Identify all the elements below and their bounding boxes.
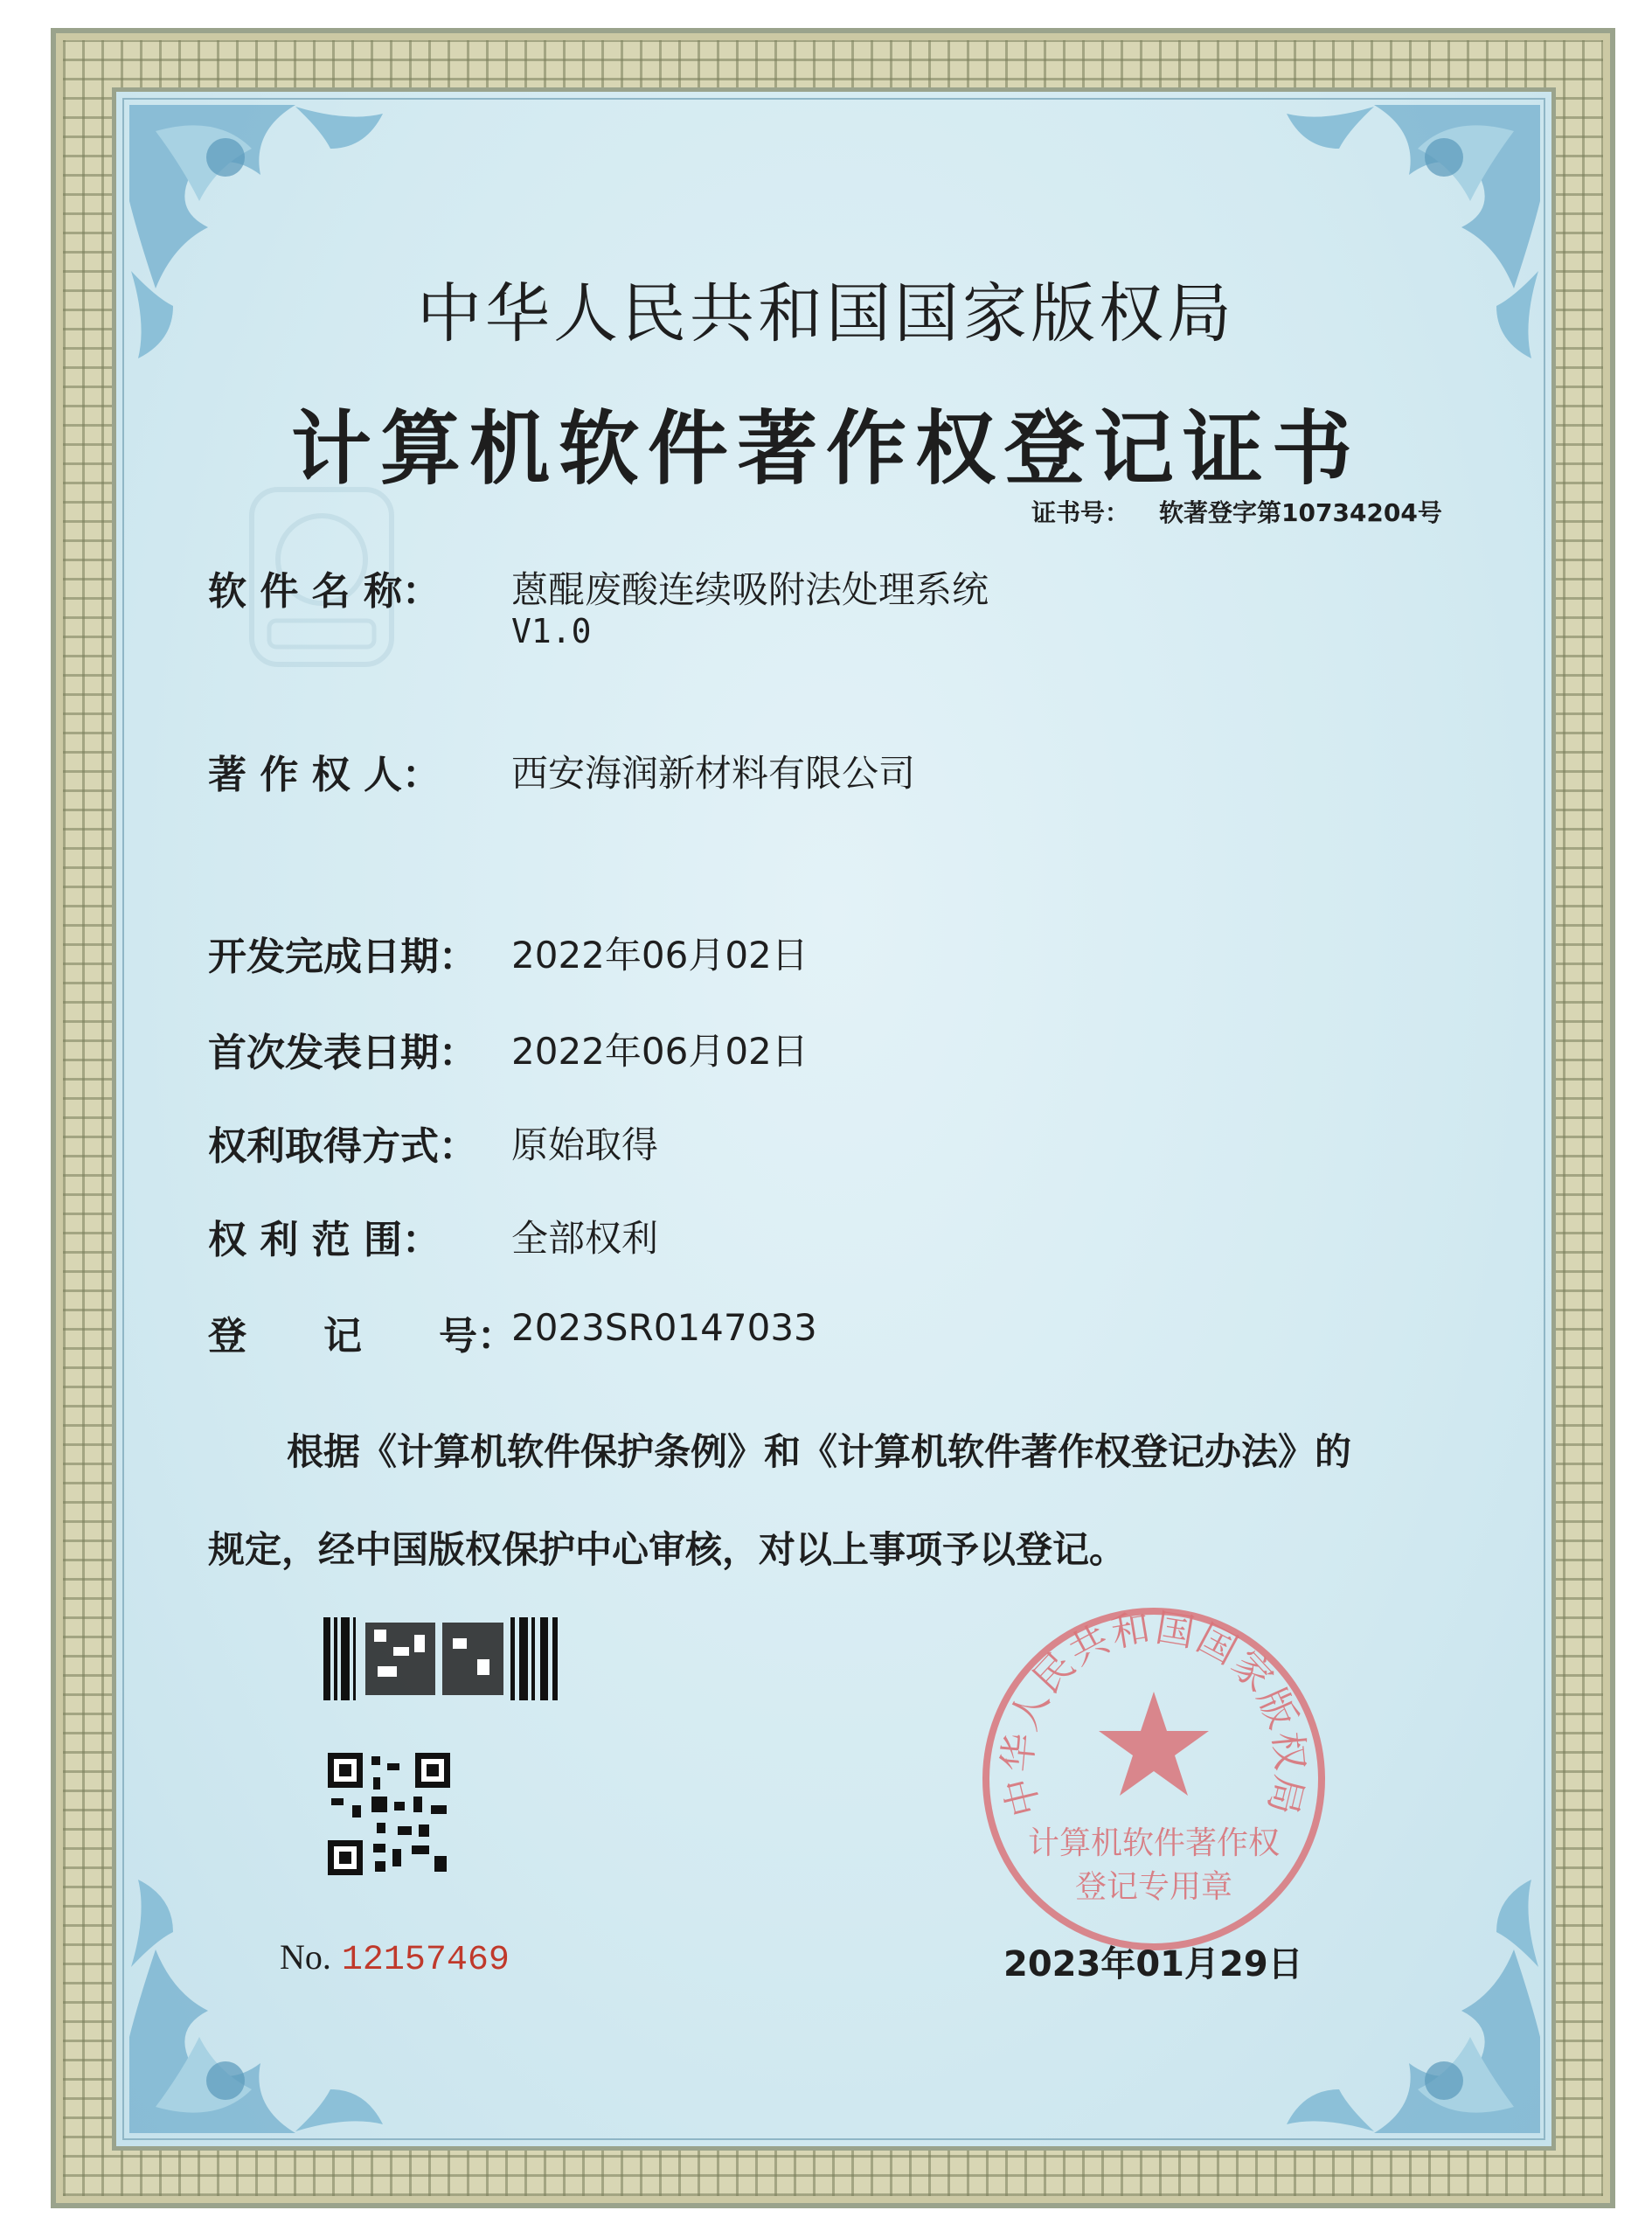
statement-line-1: 根据《计算机软件保护条例》和《计算机软件著作权登记办法》的 bbox=[287, 1430, 1352, 1473]
seal-inner-line-1: 计算机软件著作权 bbox=[1027, 1825, 1281, 1861]
certificate-number-label: 证书号： bbox=[1031, 498, 1130, 527]
serial-value: 12157469 bbox=[341, 1941, 510, 1980]
rights-scope-value: 全部权利 bbox=[511, 1217, 659, 1260]
corner-ornament-icon bbox=[121, 1862, 453, 2142]
issuer-name: 中华人民共和国国家版权局 bbox=[417, 276, 1235, 351]
seal-inner-line-2: 登记专用章 bbox=[1074, 1869, 1233, 1905]
certificate-number bbox=[1031, 494, 1442, 529]
rights-scope-label: 权 利 范 围： bbox=[208, 1218, 441, 1262]
acquisition-method-label: 权利取得方式： bbox=[208, 1124, 477, 1169]
statement-line-2: 规定，经中国版权保护中心审核，对以上事项予以登记。 bbox=[208, 1528, 1127, 1571]
certificate-title: 计算机软件著作权登记证书 bbox=[290, 402, 1361, 496]
development-date-value: 2022年06月02日 bbox=[511, 934, 809, 977]
copyright-owner-label: 著 作 权 人： bbox=[208, 753, 441, 797]
barcode-icon bbox=[323, 1617, 559, 1700]
serial-number bbox=[280, 1936, 510, 1980]
registration-number-label: 登 记 号： bbox=[208, 1314, 516, 1359]
development-date-label: 开发完成日期： bbox=[208, 935, 477, 979]
copyright-owner-value: 西安海润新材料有限公司 bbox=[511, 752, 916, 795]
acquisition-method-value: 原始取得 bbox=[511, 1123, 659, 1166]
software-name-value: 蒽醌废酸连续吸附法处理系统 bbox=[511, 568, 989, 611]
software-version-value: V1.0 bbox=[511, 612, 592, 650]
official-seal bbox=[975, 1600, 1333, 1958]
qr-code-icon bbox=[328, 1753, 450, 1875]
software-name-label: 软 件 名 称： bbox=[208, 569, 441, 614]
svg-text:中华人民共和国国家版权局: 中华人民共和国国家版权局 bbox=[995, 1605, 1313, 1821]
certificate-number-value: 软著登字第10734204号 bbox=[1159, 498, 1442, 527]
issue-date: 2023年01月29日 bbox=[1003, 1944, 1303, 1984]
registration-number-value: 2023SR0147033 bbox=[511, 1306, 817, 1349]
serial-prefix: No. bbox=[280, 1937, 331, 1977]
first-publication-date-value: 2022年06月02日 bbox=[511, 1030, 809, 1073]
first-publication-date-label: 首次发表日期： bbox=[208, 1031, 477, 1075]
